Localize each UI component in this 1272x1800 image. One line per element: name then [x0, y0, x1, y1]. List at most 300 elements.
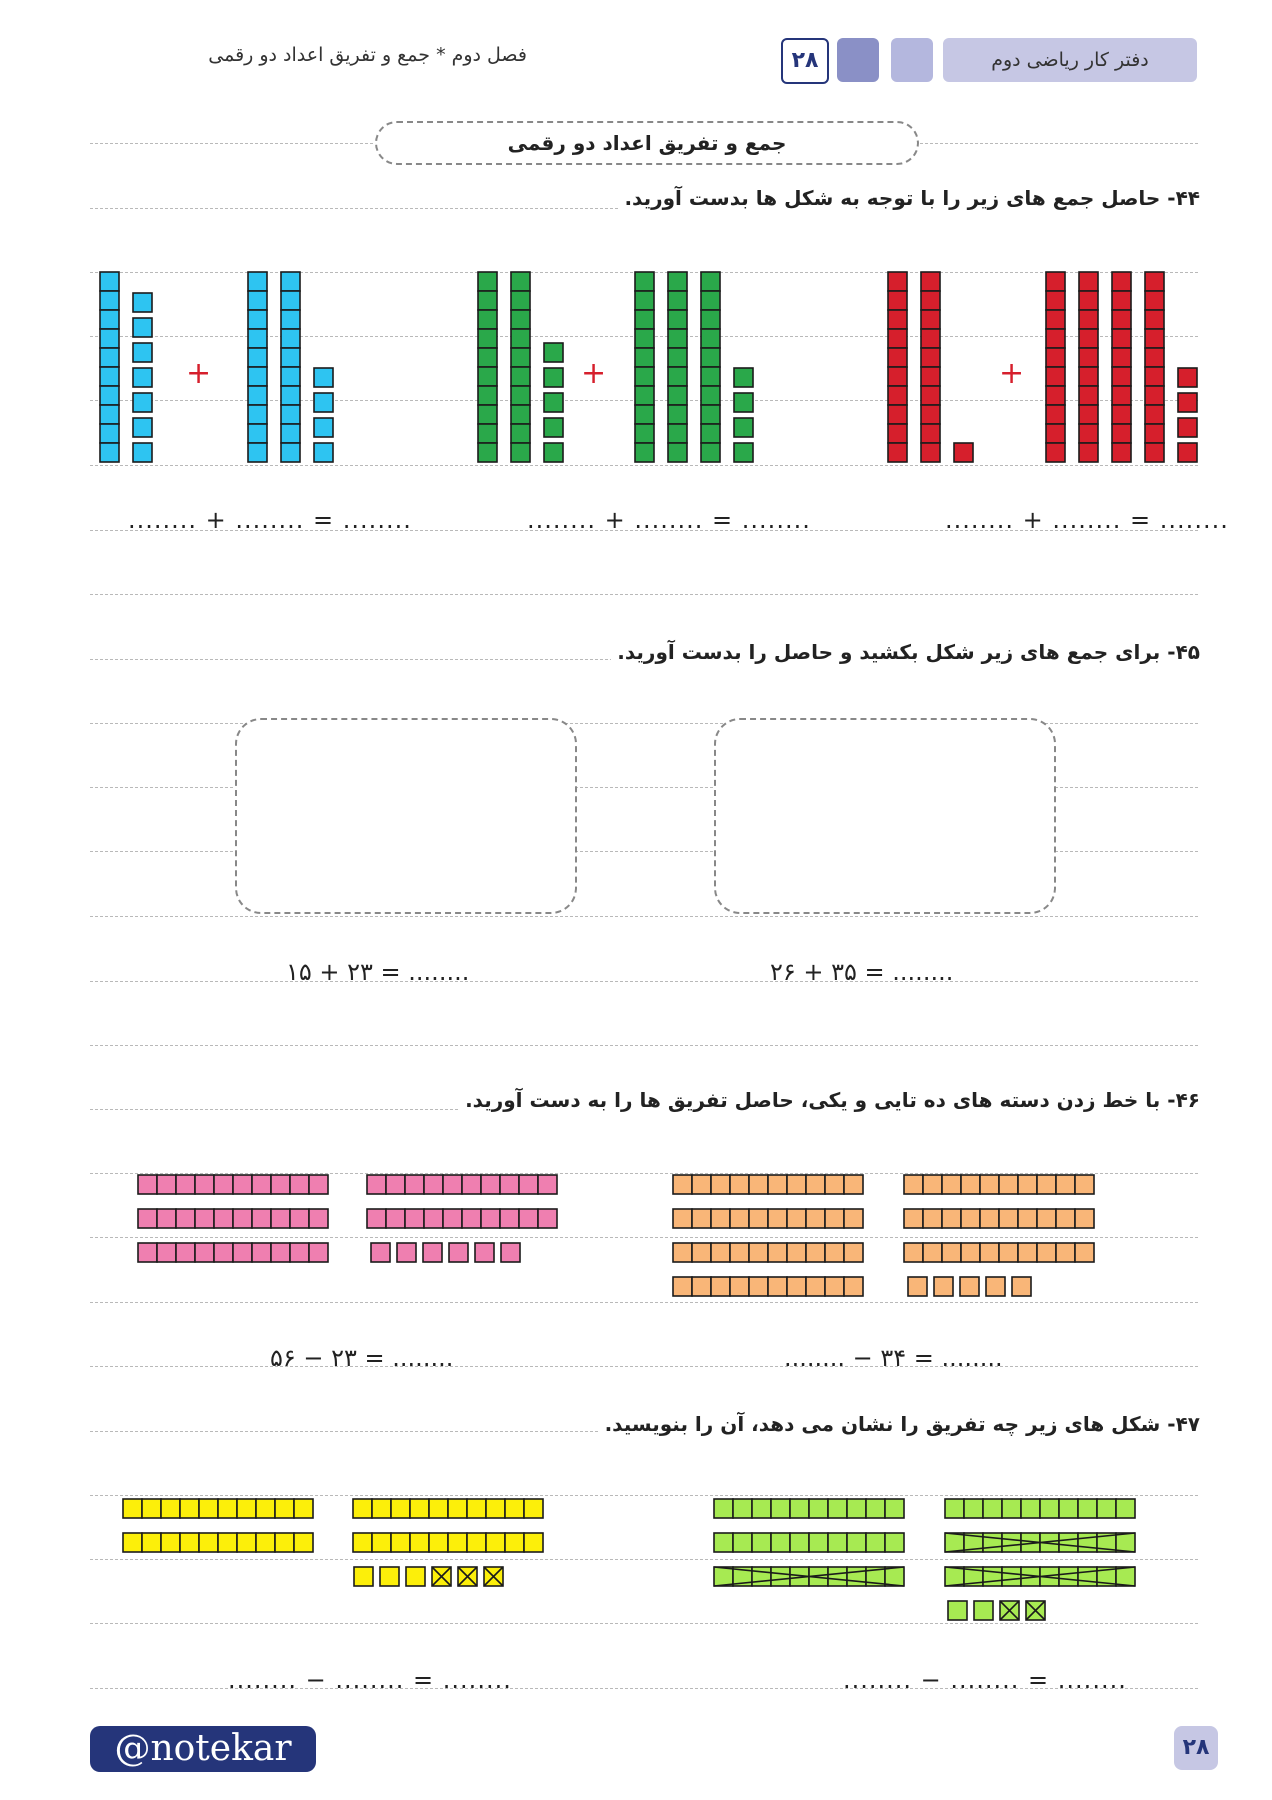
ten-rod-cell — [921, 272, 940, 291]
ten-rod-cell — [1002, 1499, 1021, 1518]
ten-rod-cell — [945, 1533, 964, 1552]
ten-rod-cell — [1112, 310, 1131, 329]
ten-rod-cell — [749, 1277, 768, 1296]
ten-rod-cell — [1046, 272, 1065, 291]
ten-rod-cell — [519, 1175, 538, 1194]
ten-rod-cell — [281, 348, 300, 367]
ten-rod-cell — [847, 1567, 866, 1586]
ten-rod-cell — [1145, 329, 1164, 348]
ten-rod-cell — [847, 1533, 866, 1552]
ten-rod-cell — [806, 1243, 825, 1262]
ten-rod-cell — [888, 424, 907, 443]
answer-blank-47-1[interactable]: ........ − ........ = ........ — [228, 1666, 512, 1694]
ten-rod-cell — [1079, 310, 1098, 329]
ten-rod-cell — [199, 1499, 218, 1518]
ten-rod-cell — [309, 1209, 328, 1228]
ten-rod-cell — [1145, 291, 1164, 310]
ten-rod-cell — [180, 1533, 199, 1552]
unit-cube — [734, 393, 753, 412]
ten-rod-cell — [923, 1209, 942, 1228]
ten-rod-cell — [123, 1533, 142, 1552]
unit-cube — [1178, 393, 1197, 412]
unit-cube — [544, 393, 563, 412]
unit-cube — [974, 1601, 993, 1620]
drawing-box-left[interactable] — [235, 718, 577, 914]
ten-rod-cell — [942, 1209, 961, 1228]
unit-cube — [544, 418, 563, 437]
section-banner: جمع و تفریق اعداد دو رقمی — [375, 121, 919, 165]
ten-rod-cell — [701, 386, 720, 405]
ten-rod-cell — [714, 1567, 733, 1586]
ten-rod-cell — [424, 1175, 443, 1194]
unit-cube — [908, 1277, 927, 1296]
ten-rod-cell — [372, 1533, 391, 1552]
ten-rod-cell — [961, 1209, 980, 1228]
ten-rod-cell — [668, 310, 687, 329]
ten-rod-cell — [635, 424, 654, 443]
ten-rod-cell — [199, 1533, 218, 1552]
answer-blank-47-2[interactable]: ........ − ........ = ........ — [843, 1666, 1127, 1694]
ten-rod-cell — [1079, 329, 1098, 348]
ten-rod-cell — [673, 1243, 692, 1262]
ten-rod-cell — [768, 1243, 787, 1262]
equation-45-left[interactable]: ۱۵ + ۲۳ = ........ — [286, 958, 470, 986]
plus-sign: + — [186, 356, 212, 391]
ten-rod-cell — [1112, 291, 1131, 310]
ten-rod-cell — [410, 1533, 429, 1552]
ten-rod-cell — [806, 1209, 825, 1228]
ten-rod-cell — [999, 1175, 1018, 1194]
ten-rod-cell — [999, 1209, 1018, 1228]
ten-rod-cell — [478, 291, 497, 310]
ten-rod-cell — [138, 1209, 157, 1228]
unit-cube — [314, 368, 333, 387]
ten-rod-cell — [1112, 405, 1131, 424]
ten-rod-cell — [538, 1209, 557, 1228]
ten-rod-cell — [353, 1533, 372, 1552]
ten-rod-cell — [635, 443, 654, 462]
ten-rod-cell — [1145, 348, 1164, 367]
ten-rod-cell — [1145, 310, 1164, 329]
ten-rod-cell — [904, 1243, 923, 1262]
ten-rod-cell — [921, 405, 940, 424]
ten-rod-cell — [1112, 443, 1131, 462]
ten-rod-cell — [214, 1209, 233, 1228]
ten-rod-cell — [1037, 1175, 1056, 1194]
plus-sign: + — [999, 356, 1025, 391]
ten-rod-cell — [701, 405, 720, 424]
ten-rod-cell — [983, 1533, 1002, 1552]
ten-rod-cell — [730, 1243, 749, 1262]
ten-rod-cell — [248, 424, 267, 443]
ten-rod-cell — [142, 1533, 161, 1552]
ten-rod-cell — [511, 443, 530, 462]
ten-rod-cell — [424, 1209, 443, 1228]
ten-rod-cell — [1037, 1209, 1056, 1228]
ten-rod-cell — [405, 1175, 424, 1194]
ten-rod-cell — [904, 1175, 923, 1194]
ten-rod-cell — [448, 1499, 467, 1518]
ten-rod-cell — [467, 1533, 486, 1552]
book-title: دفتر کار ریاضی دوم — [943, 38, 1197, 82]
ten-rod-cell — [844, 1243, 863, 1262]
ten-rod-cell — [478, 386, 497, 405]
ten-rod-cell — [367, 1209, 386, 1228]
ten-rod-cell — [999, 1243, 1018, 1262]
unit-cube — [133, 293, 152, 312]
ten-rod-cell — [1145, 272, 1164, 291]
ten-rod-cell — [888, 443, 907, 462]
ten-rod-cell — [787, 1243, 806, 1262]
ten-rod-cell — [668, 443, 687, 462]
ten-rod-cell — [945, 1567, 964, 1586]
ten-rod-cell — [218, 1533, 237, 1552]
ten-rod-cell — [100, 367, 119, 386]
ten-rod-cell — [825, 1175, 844, 1194]
ten-rod-cell — [888, 310, 907, 329]
unit-cube — [986, 1277, 1005, 1296]
ten-rod-cell — [1112, 367, 1131, 386]
ten-rod-cell — [888, 272, 907, 291]
ten-rod-cell — [701, 348, 720, 367]
ten-rod-cell — [462, 1175, 481, 1194]
ten-rod-cell — [1046, 424, 1065, 443]
ten-rod-cell — [1145, 367, 1164, 386]
ten-rod-cell — [176, 1209, 195, 1228]
ten-rod-cell — [1002, 1533, 1021, 1552]
ten-rod-cell — [1021, 1499, 1040, 1518]
unit-cube — [133, 318, 152, 337]
ten-rod-cell — [692, 1175, 711, 1194]
ten-rod-cell — [668, 386, 687, 405]
ten-rod-cell — [1075, 1175, 1094, 1194]
ten-rod-cell — [983, 1499, 1002, 1518]
ten-rod-cell — [443, 1175, 462, 1194]
unit-cube — [544, 343, 563, 362]
ten-rod-cell — [1018, 1243, 1037, 1262]
ten-rod-cell — [1079, 386, 1098, 405]
ten-rod-cell — [942, 1243, 961, 1262]
ten-rod-cell — [635, 329, 654, 348]
ten-rod-cell — [635, 310, 654, 329]
ten-rod-cell — [888, 348, 907, 367]
ten-rod-cell — [844, 1175, 863, 1194]
drawing-box-right[interactable] — [714, 718, 1056, 914]
ten-rod-cell — [961, 1175, 980, 1194]
ten-rod-cell — [511, 405, 530, 424]
ten-rod-cell — [486, 1533, 505, 1552]
ten-rod-cell — [768, 1209, 787, 1228]
ten-rod-cell — [281, 329, 300, 348]
ten-rod-cell — [790, 1499, 809, 1518]
ten-rod-cell — [1112, 348, 1131, 367]
ten-rod-cell — [386, 1175, 405, 1194]
unit-cube — [314, 418, 333, 437]
ten-rod-cell — [668, 405, 687, 424]
ten-rod-cell — [309, 1175, 328, 1194]
question-45-label: ۴۵- برای جمع های زیر شکل بکشید و حاصل را بدست آورید. — [611, 640, 1200, 664]
ten-rod-cell — [1075, 1243, 1094, 1262]
ten-rod-cell — [180, 1499, 199, 1518]
ten-rod-cell — [1075, 1209, 1094, 1228]
ten-rod-cell — [964, 1499, 983, 1518]
ten-rod-cell — [391, 1499, 410, 1518]
ten-rod-cell — [1046, 329, 1065, 348]
ten-rod-cell — [921, 367, 940, 386]
ten-rod-cell — [701, 272, 720, 291]
ten-rod-cell — [271, 1209, 290, 1228]
ten-rod-cell — [481, 1209, 500, 1228]
ten-rod-cell — [157, 1209, 176, 1228]
ten-rod-cell — [942, 1175, 961, 1194]
answer-blank-44-1[interactable]: ........ + ........ = ........ — [128, 506, 412, 534]
unit-cube — [544, 443, 563, 462]
ten-rod-cell — [768, 1277, 787, 1296]
ten-rod-cell — [701, 424, 720, 443]
ten-rod-cell — [730, 1209, 749, 1228]
ten-rod-cell — [983, 1567, 1002, 1586]
ten-rod-cell — [749, 1209, 768, 1228]
ten-rod-cell — [847, 1499, 866, 1518]
ten-rod-cell — [478, 405, 497, 424]
unit-cube — [314, 443, 333, 462]
ten-rod-cell — [511, 367, 530, 386]
unit-cube — [954, 443, 973, 462]
ten-rod-cell — [1018, 1175, 1037, 1194]
ten-rod-cell — [1079, 348, 1098, 367]
unit-cube — [1178, 443, 1197, 462]
ten-rod-cell — [1112, 329, 1131, 348]
ten-rod-cell — [828, 1533, 847, 1552]
ten-rod-cell — [1046, 443, 1065, 462]
ten-rod-cell — [481, 1175, 500, 1194]
ten-rod-cell — [825, 1209, 844, 1228]
ten-rod-cell — [511, 329, 530, 348]
ten-rod-cell — [1040, 1499, 1059, 1518]
ten-rod-cell — [828, 1567, 847, 1586]
ten-rod-cell — [961, 1243, 980, 1262]
ten-rod-cell — [248, 405, 267, 424]
ten-rod-cell — [478, 329, 497, 348]
ten-rod-cell — [921, 310, 940, 329]
ten-rod-cell — [290, 1175, 309, 1194]
unit-cube — [734, 443, 753, 462]
ten-rod-cell — [1018, 1209, 1037, 1228]
question-46-label: ۴۶- با خط زدن دسته های ده تایی و یکی، حاصل تفریق ها را به دست آورید. — [459, 1088, 1200, 1112]
ten-rod-cell — [885, 1567, 904, 1586]
ten-rod-cell — [511, 424, 530, 443]
ten-rod-cell — [904, 1209, 923, 1228]
equation-45-right[interactable]: ۲۶ + ۳۵ = ........ — [770, 958, 954, 986]
ten-rod-cell — [505, 1533, 524, 1552]
ten-rod-cell — [511, 348, 530, 367]
ten-rod-cell — [701, 310, 720, 329]
ten-rod-cell — [692, 1277, 711, 1296]
unit-cube — [371, 1243, 390, 1262]
ten-rod-cell — [100, 291, 119, 310]
ten-rod-cell — [309, 1243, 328, 1262]
ten-rod-cell — [1145, 386, 1164, 405]
question-44-label: ۴۴- حاصل جمع های زیر را با توجه به شکل ها بدست آورید. — [618, 186, 1200, 210]
ten-rod-cell — [1059, 1499, 1078, 1518]
ten-rod-cell — [248, 367, 267, 386]
ten-rod-cell — [294, 1533, 313, 1552]
unit-cube — [354, 1567, 373, 1586]
ten-rod-cell — [1046, 291, 1065, 310]
ten-rod-cell — [921, 424, 940, 443]
ten-rod-cell — [237, 1499, 256, 1518]
ten-rod-cell — [195, 1175, 214, 1194]
ten-rod-cell — [100, 386, 119, 405]
ten-rod-cell — [519, 1209, 538, 1228]
ten-rod-cell — [844, 1277, 863, 1296]
ten-rod-cell — [281, 310, 300, 329]
ten-rod-cell — [275, 1533, 294, 1552]
unit-cube — [133, 418, 152, 437]
unit-cube — [380, 1567, 399, 1586]
answer-blank-44-2[interactable]: ........ + ........ = ........ — [527, 506, 811, 534]
ten-rod-cell — [256, 1533, 275, 1552]
ten-rod-cell — [1002, 1567, 1021, 1586]
ten-rod-cell — [668, 329, 687, 348]
unit-cube — [1012, 1277, 1031, 1296]
ten-rod-cell — [668, 424, 687, 443]
ten-rod-cell — [1116, 1499, 1135, 1518]
ten-rod-cell — [1079, 272, 1098, 291]
unit-cube — [133, 368, 152, 387]
ten-rod-cell — [290, 1209, 309, 1228]
ten-rod-cell — [1079, 367, 1098, 386]
ten-rod-cell — [701, 443, 720, 462]
ten-rod-cell — [157, 1175, 176, 1194]
ten-rod-cell — [733, 1533, 752, 1552]
ten-rod-cell — [281, 386, 300, 405]
ten-rod-cell — [367, 1175, 386, 1194]
ten-rod-cell — [701, 329, 720, 348]
ten-rod-cell — [123, 1499, 142, 1518]
ten-rod-cell — [448, 1533, 467, 1552]
ten-rod-cell — [538, 1175, 557, 1194]
ten-rod-cell — [771, 1567, 790, 1586]
ten-rod-cell — [825, 1243, 844, 1262]
ten-rod-cell — [281, 443, 300, 462]
ten-rod-cell — [1079, 405, 1098, 424]
ten-rod-cell — [248, 291, 267, 310]
ten-rod-cell — [692, 1243, 711, 1262]
ten-rod-cell — [478, 272, 497, 291]
ten-rod-cell — [888, 329, 907, 348]
ten-rod-cell — [701, 291, 720, 310]
ten-rod-cell — [1059, 1567, 1078, 1586]
ten-rod-cell — [161, 1533, 180, 1552]
ten-rod-cell — [218, 1499, 237, 1518]
ten-rod-cell — [248, 443, 267, 462]
ten-rod-cell — [176, 1243, 195, 1262]
unit-cube — [133, 393, 152, 412]
ten-rod-cell — [100, 443, 119, 462]
ten-rod-cell — [945, 1499, 964, 1518]
ten-rod-cell — [1116, 1533, 1135, 1552]
ten-rod-cell — [711, 1209, 730, 1228]
ten-rod-cell — [1079, 443, 1098, 462]
ten-rod-cell — [1112, 424, 1131, 443]
ten-rod-cell — [888, 386, 907, 405]
ten-rod-cell — [923, 1243, 942, 1262]
ten-rod-cell — [733, 1499, 752, 1518]
ten-rod-cell — [233, 1209, 252, 1228]
ten-rod-cell — [294, 1499, 313, 1518]
ten-rod-cell — [511, 291, 530, 310]
ten-rod-cell — [138, 1175, 157, 1194]
ten-rod-cell — [673, 1209, 692, 1228]
ten-rod-cell — [980, 1175, 999, 1194]
ten-rod-cell — [1079, 424, 1098, 443]
ten-rod-cell — [668, 367, 687, 386]
ten-rod-cell — [888, 405, 907, 424]
ten-rod-cell — [921, 443, 940, 462]
ten-rod-cell — [668, 272, 687, 291]
ten-rod-cell — [486, 1499, 505, 1518]
equation-46-right[interactable]: ........ − ۳۴ = ........ — [784, 1344, 1003, 1372]
ten-rod-cell — [511, 386, 530, 405]
chapter-title: فصل دوم * جمع و تفریق اعداد دو رقمی — [208, 44, 527, 66]
ten-rod-cell — [100, 310, 119, 329]
ten-rod-cell — [730, 1175, 749, 1194]
unit-cube — [133, 443, 152, 462]
question-47-label: ۴۷- شکل های زیر چه تفریق را نشان می دهد، آن را بنویسید. — [599, 1412, 1200, 1436]
ten-rod-cell — [511, 310, 530, 329]
ten-rod-cell — [921, 291, 940, 310]
ten-rod-cell — [771, 1533, 790, 1552]
ten-rod-cell — [921, 348, 940, 367]
ten-rod-cell — [214, 1243, 233, 1262]
ten-rod-cell — [668, 291, 687, 310]
ten-rod-cell — [888, 367, 907, 386]
ten-rod-cell — [1078, 1499, 1097, 1518]
answer-blank-44-3[interactable]: ........ + ........ = ........ — [945, 506, 1229, 534]
ten-rod-cell — [1046, 386, 1065, 405]
ten-rod-cell — [701, 367, 720, 386]
ten-rod-cell — [142, 1499, 161, 1518]
ten-rod-cell — [138, 1243, 157, 1262]
ten-rod-cell — [1046, 348, 1065, 367]
ten-rod-cell — [252, 1175, 271, 1194]
ten-rod-cell — [844, 1209, 863, 1228]
ten-rod-cell — [1116, 1567, 1135, 1586]
unit-cube — [475, 1243, 494, 1262]
ten-rod-cell — [1046, 310, 1065, 329]
unit-cube — [1178, 368, 1197, 387]
ten-rod-cell — [1046, 367, 1065, 386]
header-page-box: ۲۸ — [781, 38, 829, 84]
ten-rod-cell — [252, 1243, 271, 1262]
plus-sign: + — [581, 356, 607, 391]
ten-rod-cell — [478, 443, 497, 462]
ten-rod-cell — [866, 1533, 885, 1552]
unit-cube — [544, 368, 563, 387]
ten-rod-cell — [749, 1243, 768, 1262]
equation-46-left[interactable]: ۵۶ − ۲۳ = ........ — [270, 1344, 454, 1372]
unit-cube — [960, 1277, 979, 1296]
ten-rod-cell — [524, 1533, 543, 1552]
ten-rod-cell — [478, 367, 497, 386]
ten-rod-cell — [771, 1499, 790, 1518]
ten-rod-cell — [248, 310, 267, 329]
ten-rod-cell — [195, 1243, 214, 1262]
ten-rod-cell — [100, 329, 119, 348]
page-number: ۲۸ — [1174, 1726, 1218, 1770]
unit-cube — [423, 1243, 442, 1262]
